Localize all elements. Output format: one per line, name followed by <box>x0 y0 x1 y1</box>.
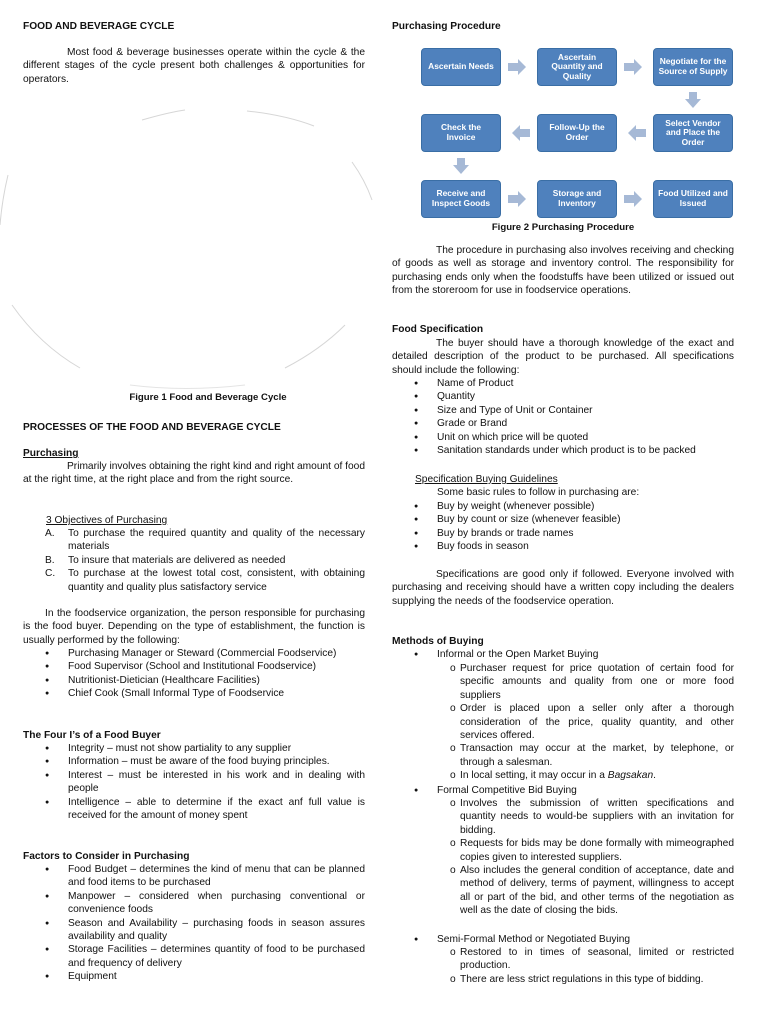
spec-text: The buyer should have a thorough knowledge of the exact and detailed description of the product to be purchased. All specifications should include the following: <box>392 338 734 376</box>
methods-list-formal <box>392 784 734 797</box>
objective-marker: C. <box>45 568 56 580</box>
cycle-title: FOOD AND BEVERAGE CYCLE <box>23 21 175 32</box>
four-is-heading: The Four I’s of a Food Buyer <box>23 730 161 741</box>
method-informal: ● Informal or the Open Market Buying <box>392 648 734 661</box>
arrow-right-icon <box>624 59 642 75</box>
cycle-arc-left <box>0 175 8 225</box>
flow-ascertain-needs: Ascertain Needs <box>421 48 501 86</box>
spec-heading: Food Specification <box>392 324 484 335</box>
semi-item: o There are less strict regulations in this type of bidding. <box>392 973 734 986</box>
guideline-item: ● Buy by weight (whenever possible) <box>392 500 734 513</box>
guideline-item: ● Buy foods in season <box>392 540 734 553</box>
buyer-item: ● Food Supervisor (School and Institutional Foodservice) <box>23 660 365 673</box>
informal-item-bagsakan <box>392 769 734 782</box>
flow-check-invoice: Check the Invoice <box>421 114 501 152</box>
buyers-list <box>23 647 365 701</box>
four-is-item: ● Intelligence – able to determine if the exact anf full value is received for the amount of money spent <box>23 796 365 823</box>
semi-item: o Restored to in times of seasonal, limited or restricted production. <box>392 946 734 973</box>
arrow-down-icon <box>685 92 701 108</box>
factor-item: ● Food Budget – determines the kind of menu that can be planned and food items to be purchased <box>23 863 365 890</box>
spec-item: ● Unit on which price will be quoted <box>392 431 734 444</box>
factors-heading: Factors to Consider in Purchasing <box>23 851 190 862</box>
procedure-text: The procedure in purchasing also involves receiving and checking of goods as well as storage and inventory control. The responsibility for purchasing ends only when the foodstuffs have been utilized or issued out from the storeroom for use in foodservice operations. <box>392 245 734 297</box>
four-is-item: ● Integrity – must not show partiality to any supplier <box>23 742 365 755</box>
guidelines-list <box>392 500 734 554</box>
spec-follow-text: Specifications are good only if followed. Everyone involved with purchasing and receiving should have a written copy including the dealers supplying the needs of the foodservice operation. <box>392 569 734 607</box>
spec-item: ● Grade or Brand <box>392 417 734 430</box>
objective-marker: A. <box>45 528 55 539</box>
formal-sublist <box>392 797 734 918</box>
flow-follow-up: Follow-Up the Order <box>537 114 617 152</box>
buyer-item: ● Chief Cook (Small Informal Type of Foodservice <box>23 687 365 700</box>
objective-text: To purchase at the lowest total cost, consistent, with obtaining quantity and quality plus satisfactory service <box>68 568 365 593</box>
purchasing-heading: Purchasing <box>23 448 79 459</box>
buyer-item: ● Nutritionist-Dietician (Healthcare Facilities) <box>23 674 365 687</box>
objective-marker: B. <box>45 554 55 566</box>
arrow-left-icon <box>628 125 646 141</box>
purchasing-text: Primarily involves obtaining the right kind and right amount of food at the right time, at the right place and from the right source. <box>23 461 365 486</box>
informal-item: o Purchaser request for price quotation of certain food for specific amounts and quality from one or more food suppliers <box>392 662 734 702</box>
cycle-arc-bottom-right <box>285 325 345 368</box>
guideline-item: ● Buy by brands or trade names <box>392 527 734 540</box>
buyer-text: In the foodservice organization, the person responsible for purchasing is the food buyer. Depending on the type of establishment, the function is usually performed by the following: <box>23 608 365 646</box>
guidelines-heading: Specification Buying Guidelines <box>415 474 558 485</box>
flow-storage: Storage and Inventory <box>537 180 617 218</box>
flow-receive: Receive and Inspect Goods <box>421 180 501 218</box>
factor-item: ● Season and Availability – purchasing foods in season assures availability and quality <box>23 917 365 944</box>
arrow-right-icon <box>624 191 642 207</box>
factor-item: ● Equipment <box>23 970 365 983</box>
formal-item: o Involves the submission of written specifications and quantity needs to would-be suppliers with an invitation for bidding. <box>392 797 734 837</box>
objectives-list <box>23 527 365 594</box>
spec-item: ● Size and Type of Unit or Container <box>392 404 734 417</box>
flow-negotiate: Negotiate for the Source of Supply <box>653 48 733 86</box>
method-formal: ● Formal Competitive Bid Buying <box>392 784 734 797</box>
guidelines-intro: Some basic rules to follow in purchasing are: <box>437 487 640 498</box>
flow-arrows <box>392 44 762 224</box>
cycle-intro: Most food & beverage businesses operate within the cycle & the different stages of the cycle present both challenges & opportunities for operators. <box>23 47 365 85</box>
spec-list <box>392 377 734 457</box>
methods-heading: Methods of Buying <box>392 636 484 647</box>
four-is-list <box>23 742 365 822</box>
objectives-heading: 3 Objectives of Purchasing <box>46 515 168 526</box>
formal-item: o Also includes the general condition of acceptance, date and method of delivery, terms of payment, willingness to accept all or part of the bid, and other terms of the negotiation as well as the date of closing the bids. <box>392 864 734 918</box>
cycle-arc-bottom <box>130 385 245 389</box>
cycle-arc-top-left <box>142 110 185 120</box>
spec-item: ● Sanitation standards under which product is to be packed <box>392 444 734 457</box>
cycle-arc-top-right <box>247 111 314 126</box>
processes-heading: PROCESSES OF THE FOOD AND BEVERAGE CYCLE <box>23 422 281 433</box>
flow-ascertain-quantity: Ascertain Quantity and Quality <box>537 48 617 86</box>
flow-food-utilized: Food Utilized and Issued <box>653 180 733 218</box>
four-is-item: ● Interest – must be interested in his work and in dealing with people <box>23 769 365 796</box>
spec-item: ● Quantity <box>392 390 734 403</box>
bagsakan-word: Bagsakan <box>607 770 654 782</box>
cycle-arc-bottom-left <box>12 305 80 368</box>
purchasing-flowchart <box>392 44 762 224</box>
methods-list-semi <box>392 933 734 946</box>
objective-item <box>23 567 365 594</box>
figure1-caption: Figure 1 Food and Beverage Cycle <box>129 392 287 403</box>
objective-item <box>23 527 365 554</box>
cycle-figure <box>0 100 380 390</box>
factors-list <box>23 863 365 984</box>
methods-list <box>392 648 734 661</box>
bagsakan-prefix: In local setting, it may occur in a <box>460 770 608 782</box>
arrow-left-icon <box>512 125 530 141</box>
objective-item <box>23 554 365 567</box>
informal-sublist <box>392 662 734 783</box>
objective-text: To insure that materials are delivered as needed <box>68 554 286 566</box>
spec-item: ● Name of Product <box>392 377 734 390</box>
buyer-item: ● Purchasing Manager or Steward (Commercial Foodservice) <box>23 647 365 660</box>
flow-select-vendor: Select Vendor and Place the Order <box>653 114 733 152</box>
procedure-heading: Purchasing Procedure <box>392 21 501 32</box>
guideline-item: ● Buy by count or size (whenever feasible) <box>392 513 734 526</box>
informal-item: o Transaction may occur at the market, by telephone, or through a salesman. <box>392 742 734 769</box>
factor-item: ● Storage Facilities – determines quantity of food to be purchased and frequency of delivery <box>23 943 365 970</box>
method-semi-formal: ● Semi-Formal Method or Negotiated Buying <box>392 933 734 946</box>
figure2-caption: Figure 2 Purchasing Procedure <box>491 222 635 233</box>
arrow-down-icon <box>453 158 469 174</box>
four-is-item: ● Information – must be aware of the food buying principles. <box>23 755 365 768</box>
arrow-right-icon <box>508 191 526 207</box>
objective-text: To purchase the required quantity and quality of the necessary materials <box>68 528 365 553</box>
bagsakan-suffix: . <box>653 770 656 782</box>
informal-item: o Order is placed upon a seller only after a thorough consideration of the price, quality quantity, and other services offered. <box>392 702 734 742</box>
formal-item: o Requests for bids may be done formally with mimeographed copies given to interested suppliers. <box>392 837 734 864</box>
arrow-right-icon <box>508 59 526 75</box>
factor-item: ● Manpower – considered when purchasing conventional or convenience foods <box>23 890 365 917</box>
cycle-arc-right <box>352 162 372 200</box>
semi-sublist <box>392 946 734 986</box>
